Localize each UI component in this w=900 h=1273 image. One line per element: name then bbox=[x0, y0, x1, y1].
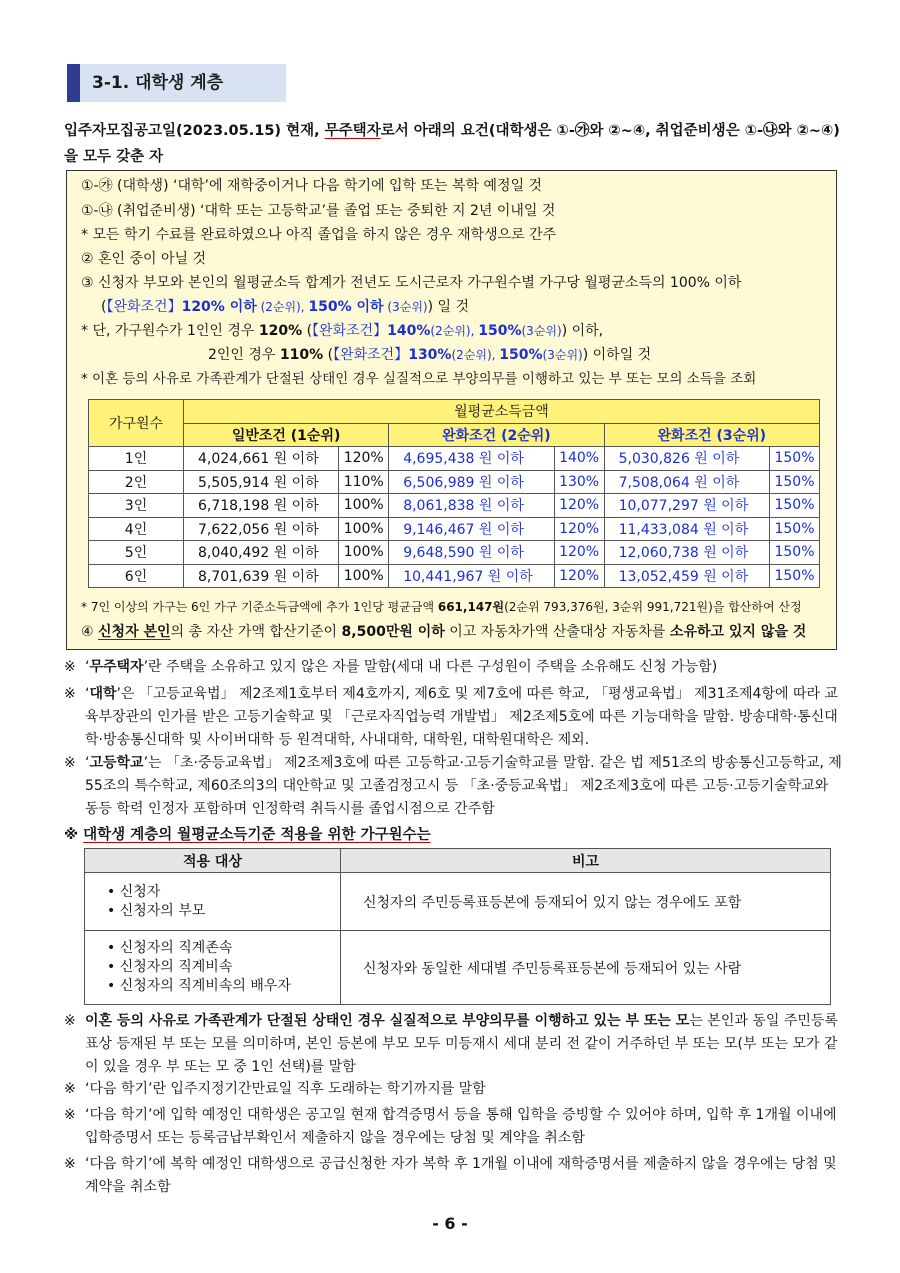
income-cell-p3: 150% bbox=[770, 517, 820, 541]
note-university: ※ ‘대학’은 「고등교육법」 제2조제1호부터 제4호까지, 제6호 및 제7호에 따른 학교, 「평생교육법」 제31조제4항에 따라 교육부장관의 인가를 받은 고등기술학교 및 「근로자직업능력 개발법」 제2조제5호에 따른 기능대학을 말함. 방송대학·통신대학·방송통신대학 및 사이버대학 등 원격대학, 사내대학, 대학원, 대학원대학은 제외. bbox=[64, 686, 838, 748]
req-line-2: ①-㉯ (취업준비생) ‘대학 또는 고등학교’를 졸업 또는 중퇴한 지 2년 이내일 것 bbox=[81, 203, 556, 219]
income-row bbox=[89, 564, 820, 588]
req-note-7plus: * 7인 이상의 가구는 6인 가구 기준소득금액에 추가 1인당 평균금액 661,147원(2순위 793,376원, 3순위 991,721원)을 합산하여 산정 bbox=[81, 600, 802, 614]
intro-paragraph bbox=[64, 118, 844, 170]
income-cell-p2: 120% bbox=[554, 494, 604, 518]
income-cell-p3: 150% bbox=[770, 564, 820, 588]
col-income: 월평균소득금액 bbox=[184, 400, 820, 424]
income-cell-a2: 10,441,967 원 이하 bbox=[389, 564, 554, 588]
intro-text-underlined: 무주택자 bbox=[324, 123, 381, 139]
requirements-box bbox=[66, 170, 837, 650]
income-cell-a3: 11,433,084 원 이하 bbox=[604, 517, 769, 541]
income-cell-p1: 110% bbox=[339, 470, 389, 494]
apply-row1-note: 신청자의 주민등록표등본에 등재되어 있지 않는 경우에도 포함 bbox=[341, 873, 831, 931]
income-table bbox=[88, 399, 820, 588]
income-cell-p1: 100% bbox=[339, 564, 389, 588]
note-highschool: ※ ‘고등학교’는 「초·중등교육법」 제2조제3호에 따른 고등학교·고등기술학교를 말함. 같은 법 제51조의 방송통신고등학교, 제55조의 특수학교, 제60조의3의 대안학교 및 고졸검정고시 등 「초·중등교육법」 제2조제3호에 따른 고등·고등기술학교와 동등 학력 인정자 포함하며 인정학력 취득시를 졸업시점으로 간주함 bbox=[64, 755, 842, 817]
intro-text-2: 로서 아래의 요건(대학생은 ①-㉮와 ②~④, 취업준비생은 ①-㉯와 ②~④)을 모두 갖춘 자 bbox=[64, 123, 840, 165]
req-line-7: * 단, 가구원수가 1인인 경우 120% (【완화조건】140%(2순위), 150%(3순위)) 이하, bbox=[81, 323, 604, 339]
income-row bbox=[89, 470, 820, 494]
income-row bbox=[89, 494, 820, 518]
note-admission: ※ ‘다음 학기’에 입학 예정인 대학생은 공고일 현재 합격증명서 등을 통해 입학을 증빙할 수 있어야 하며, 입학 후 1개월 이내에 입학증명서 또는 등록금납부확인서 제출하지 않을 경우에는 당첨 및 계약을 취소함 bbox=[64, 1107, 837, 1146]
req-line-9: * 이혼 등의 사유로 가족관계가 단절된 상태인 경우 실질적으로 부양의무를 이행하고 있는 부 또는 모의 소득을 조회 bbox=[81, 371, 757, 387]
income-cell-n: 5인 bbox=[89, 541, 184, 565]
income-cell-a2: 6,506,989 원 이하 bbox=[389, 470, 554, 494]
req-line-3: * 모든 학기 수료를 완료하였으나 아직 졸업을 하지 않은 경우 재학생으로 간주 bbox=[81, 227, 557, 243]
apply-row2-items: • 신청자의 직계존속 • 신청자의 직계비속 • 신청자의 직계비속의 배우자 bbox=[85, 931, 341, 1005]
income-cell-p2: 130% bbox=[554, 470, 604, 494]
req-line-4: ② 혼인 중이 아닐 것 bbox=[81, 251, 207, 267]
income-cell-a3: 5,030,826 원 이하 bbox=[604, 447, 769, 471]
income-cell-a1: 6,718,198 원 이하 bbox=[184, 494, 339, 518]
income-cell-a3: 12,060,738 원 이하 bbox=[604, 541, 769, 565]
col-normal: 일반조건 (1순위) bbox=[184, 423, 389, 447]
income-cell-p2: 120% bbox=[554, 517, 604, 541]
income-cell-n: 3인 bbox=[89, 494, 184, 518]
income-cell-p3: 150% bbox=[770, 470, 820, 494]
income-cell-n: 1인 bbox=[89, 447, 184, 471]
page-number: - 6 - bbox=[432, 1214, 468, 1233]
col-relax3: 완화조건 (3순위) bbox=[604, 423, 819, 447]
income-cell-p2: 120% bbox=[554, 541, 604, 565]
income-cell-p1: 120% bbox=[339, 447, 389, 471]
income-cell-p1: 100% bbox=[339, 517, 389, 541]
income-cell-a2: 9,146,467 원 이하 bbox=[389, 517, 554, 541]
col-relax2: 완화조건 (2순위) bbox=[389, 423, 604, 447]
income-cell-a1: 7,622,056 원 이하 bbox=[184, 517, 339, 541]
income-cell-a1: 4,024,661 원 이하 bbox=[184, 447, 339, 471]
income-row bbox=[89, 541, 820, 565]
income-cell-a1: 8,701,639 원 이하 bbox=[184, 564, 339, 588]
income-cell-p3: 150% bbox=[770, 541, 820, 565]
apply-header-target: 적용 대상 bbox=[85, 849, 341, 873]
note-divorce: ※ 이혼 등의 사유로 가족관계가 단절된 상태인 경우 실질적으로 부양의무를 이행하고 있는 부 또는 모는 본인과 동일 주민등록표상 등재된 부 또는 모를 의미하며, 본인 등본에 부모 모두 미등재시 세대 분리 전 같이 거주하던 부 또는 모(부 또는 모가 같이 있을 경우 부 또는 모 중 1인 선택)를 말함 bbox=[64, 1013, 838, 1075]
income-cell-a2: 8,061,838 원 이하 bbox=[389, 494, 554, 518]
income-cell-p1: 100% bbox=[339, 494, 389, 518]
income-cell-a3: 13,052,459 원 이하 bbox=[604, 564, 769, 588]
income-cell-n: 4인 bbox=[89, 517, 184, 541]
income-cell-n: 6인 bbox=[89, 564, 184, 588]
intro-text-1: 입주자모집공고일(2023.05.15) 현재, bbox=[64, 123, 325, 139]
req-line-1: ①-㉮ (대학생) ‘대학’에 재학중이거나 다음 학기에 입학 또는 복학 예정일 것 bbox=[81, 178, 543, 194]
note-return: ※ ‘다음 학기’에 복학 예정인 대학생으로 공급신청한 자가 복학 후 1개월 이내에 재학증명서를 제출하지 않을 경우에는 당첨 및 계약을 취소함 bbox=[64, 1156, 837, 1195]
section-title: 3-1. 대학생 계층 bbox=[67, 64, 286, 102]
income-cell-n: 2인 bbox=[89, 470, 184, 494]
note-next-semester: ※ ‘다음 학기’란 입주지정기간만료일 직후 도래하는 학기까지를 말함 bbox=[64, 1081, 486, 1097]
income-row bbox=[89, 517, 820, 541]
col-household: 가구원수 bbox=[89, 400, 184, 447]
household-subtitle: ※ 대학생 계층의 월평균소득기준 적용을 위한 가구원수는 bbox=[64, 827, 431, 843]
income-cell-p1: 100% bbox=[339, 541, 389, 565]
income-cell-p2: 120% bbox=[554, 564, 604, 588]
income-cell-p3: 150% bbox=[770, 494, 820, 518]
income-cell-p2: 140% bbox=[554, 447, 604, 471]
income-cell-a3: 10,077,297 원 이하 bbox=[604, 494, 769, 518]
income-cell-a2: 9,648,590 원 이하 bbox=[389, 541, 554, 565]
apply-row2-note: 신청자와 동일한 세대별 주민등록표등본에 등재되어 있는 사람 bbox=[341, 931, 831, 1005]
income-cell-a2: 4,695,438 원 이하 bbox=[389, 447, 554, 471]
household-apply-table bbox=[84, 848, 831, 1005]
req-line-5: ③ 신청자 부모와 본인의 월평균소득 합계가 전년도 도시근로자 가구원수별 가구당 월평균소득의 100% 이하 bbox=[81, 275, 742, 291]
req-line-10: ④ 신청자 본인의 총 자산 가액 합산기준이 8,500만원 이하 이고 자동차가액 산출대상 자동차를 소유하고 있지 않을 것 bbox=[81, 624, 807, 640]
income-cell-p3: 150% bbox=[770, 447, 820, 471]
income-cell-a3: 7,508,064 원 이하 bbox=[604, 470, 769, 494]
income-cell-a1: 8,040,492 원 이하 bbox=[184, 541, 339, 565]
req-line-8: 2인인 경우 110% (【완화조건】130%(2순위), 150%(3순위)) 이하일 것 bbox=[208, 347, 652, 363]
income-cell-a1: 5,505,914 원 이하 bbox=[184, 470, 339, 494]
req-line-6: (【완화조건】120% 이하 (2순위), 150% 이하 (3순위)) 일 것 bbox=[101, 299, 470, 315]
income-row bbox=[89, 447, 820, 471]
note-homeless: ※ ‘무주택자’란 주택을 소유하고 있지 않은 자를 말함(세대 내 다른 구성원이 주택을 소유해도 신청 가능함) bbox=[64, 659, 718, 675]
apply-header-note: 비고 bbox=[341, 849, 831, 873]
apply-row1-items: • 신청자 • 신청자의 부모 bbox=[85, 873, 341, 931]
